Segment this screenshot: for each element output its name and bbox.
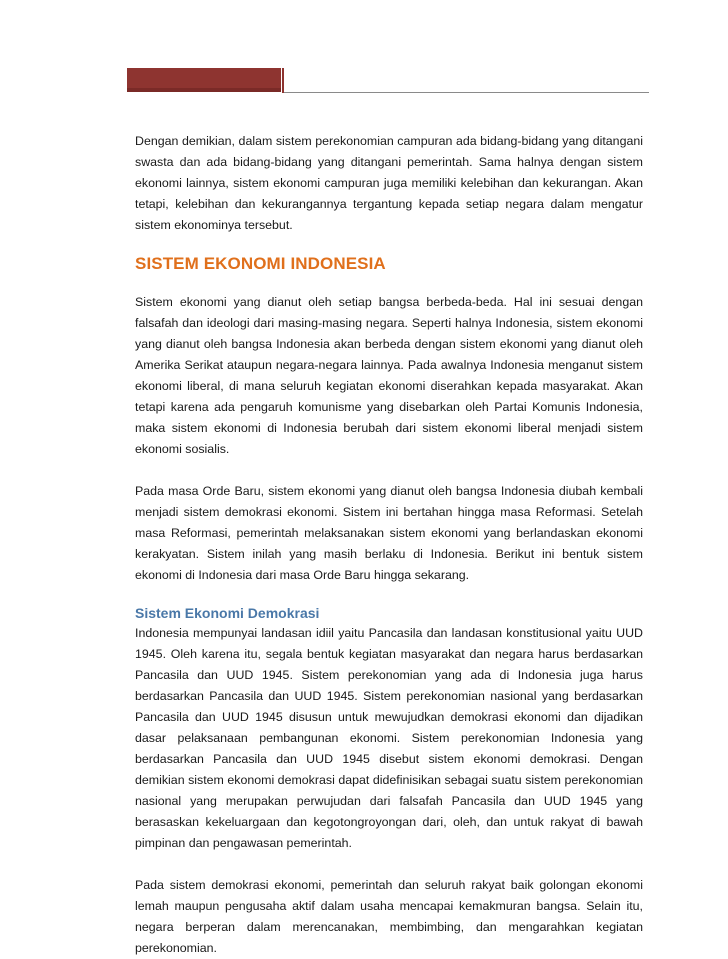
header-rule-line <box>284 92 649 93</box>
document-body <box>135 131 643 959</box>
section-paragraph-2: Pada masa Orde Baru, sistem ekonomi yang dianut oleh bangsa Indonesia diubah kembali menjadi sistem demokrasi ekonomi. Sistem ini bertahan hingga masa Reformasi. Setelah masa Reformasi, pemerintah melaksanakan sistem ekonomi yang berlandaskan ekonomi kerakyatan. Sistem inilah yang masih berlaku di Indonesia. Berikut ini bentuk sistem ekonomi di Indonesia dari masa Orde Baru hingga sekarang. <box>135 484 643 582</box>
header-color-band <box>127 68 281 92</box>
subsection-paragraph-1: Indonesia mempunyai landasan idiil yaitu Pancasila dan landasan konstitusional yaitu UUD 1945. Oleh karena itu, segala bentuk kegiatan masyarakat dan negara harus berdasarkan Pancasila dan UUD 1945. Sistem perekonomian yang ada di Indonesia juga harus berdasarkan Pancasila dan UUD 1945. Sistem perekonomian nasional yang berdasarkan Pancasila dan UUD 1945 disusun untuk mewujudkan demokrasi ekonomi dan dijadikan dasar pelaksanaan pembangunan ekonomi. Sistem perekonomian Indonesia yang berdasarkan Pancasila dan UUD 1945 disebut sistem ekonomi demokrasi. Dengan demikian sistem ekonomi demokrasi dapat didefinisikan sebagai suatu sistem perekonomian nasional yang merupakan perwujudan dari falsafah Pancasila dan UUD 1945 yang berasaskan kekeluargaan dan kegotongroyongan dari, oleh, dan untuk rakyat di bawah pimpinan dan pengawasan pemerintah. <box>135 626 643 850</box>
subsection-paragraph-2: Pada sistem demokrasi ekonomi, pemerintah dan seluruh rakyat baik golongan ekonomi lemah maupun pengusaha aktif dalam usaha mencapai kemakmuran bangsa. Selain itu, negara berperan dalam merencanakan, membimbing, dan mengarahkan kegiatan perekonomian. <box>135 878 643 955</box>
subsection-heading: Sistem Ekonomi Demokrasi <box>135 605 320 621</box>
header-divider-tick <box>282 68 284 93</box>
section-heading: SISTEM EKONOMI INDONESIA <box>135 254 386 273</box>
intro-paragraph: Dengan demikian, dalam sistem perekonomian campuran ada bidang-bidang yang ditangani swasta dan ada bidang-bidang yang ditangani pemerintah. Sama halnya dengan sistem ekonomi lainnya, sistem ekonomi campuran juga memiliki kelebihan dan kekurangan. Akan tetapi, kelebihan dan kekurangannya tergantung kepada setiap negara dalam mengatur sistem ekonominya tersebut. <box>135 134 643 232</box>
section-paragraph-1: Sistem ekonomi yang dianut oleh setiap bangsa berbeda-beda. Hal ini sesuai dengan falsafah dan ideologi dari masing-masing negara. Seperti halnya Indonesia, sistem ekonomi yang dianut oleh bangsa Indonesia akan berbeda dengan sistem ekonomi yang dianut oleh Amerika Serikat ataupun negara-negara lainnya. Pada awalnya Indonesia menganut sistem ekonomi liberal, di mana seluruh kegiatan ekonomi diserahkan kepada masyarakat. Akan tetapi karena ada pengaruh komunisme yang disebarkan oleh Partai Komunis Indonesia, maka sistem ekonomi di Indonesia berubah dari sistem ekonomi liberal menjadi sistem ekonomi sosialis. <box>135 295 643 456</box>
